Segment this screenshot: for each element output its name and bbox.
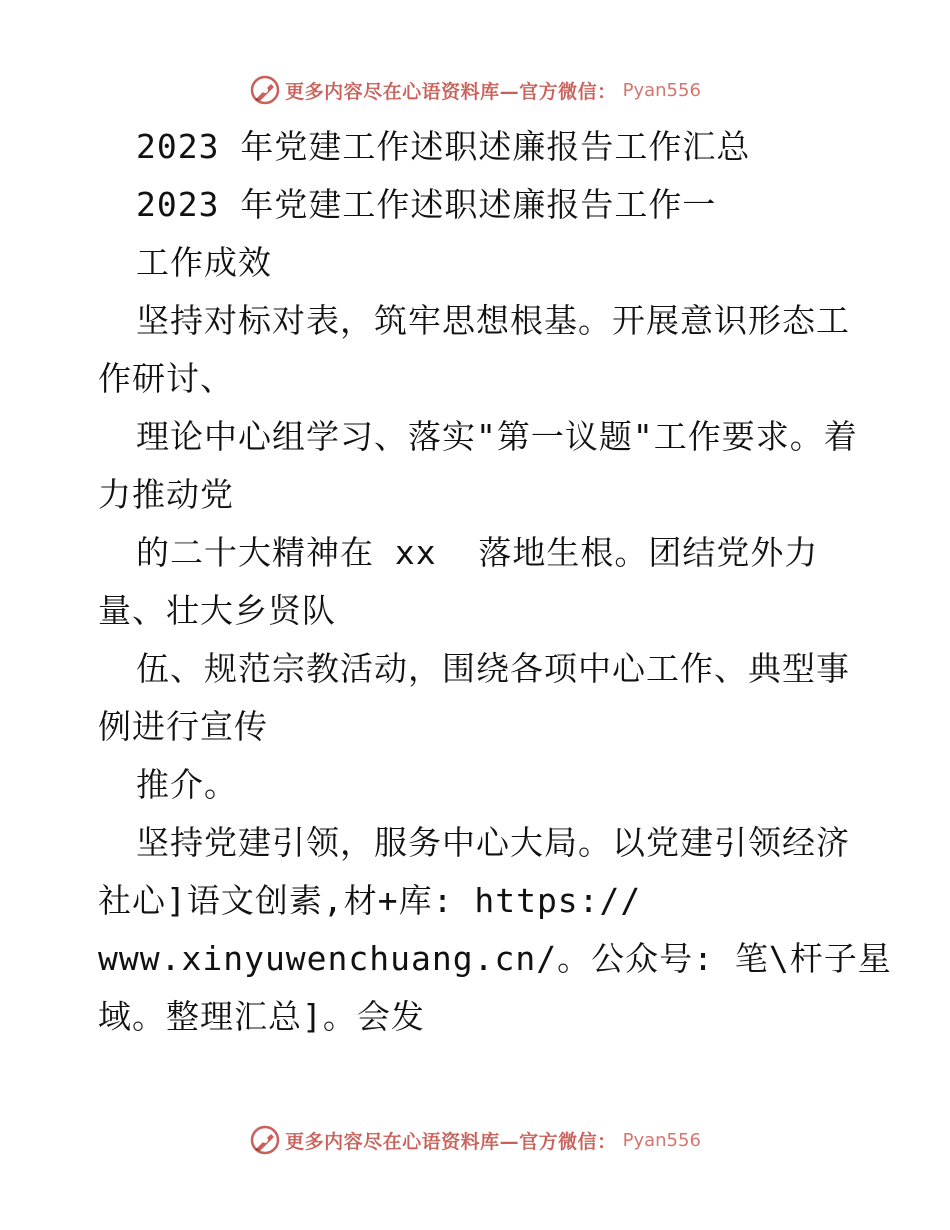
header-banner-text: 更多内容尽在心语资料库—官方微信： <box>285 80 617 103</box>
document-line: 域。整理汇总]。会发 <box>98 997 425 1036</box>
document-line: 推介。 <box>136 765 238 804</box>
footer-banner <box>0 1120 950 1160</box>
document-line: 伍、规范宗教活动，围绕各项中心工作、典型事 <box>136 649 850 688</box>
document-line: 工作成效 <box>136 243 272 282</box>
footer-banner-contact: Pyan556 <box>622 1129 701 1151</box>
document-line: 坚持对标对表，筑牢思想根基。开展意识形态工 <box>136 301 850 340</box>
header-banner <box>0 70 950 110</box>
document-line: 力推动党 <box>98 475 234 514</box>
document-subtitle: 2023 年党建工作述职述廉报告工作一 <box>136 185 717 224</box>
pen-logo-icon <box>249 1124 281 1156</box>
document-line: www.xinyuwenchuang.cn/。公众号: 笔\杆子星 <box>98 939 892 978</box>
footer-banner-text: 更多内容尽在心语资料库—官方微信： <box>285 1130 617 1153</box>
document-line: 的二十大精神在 xx 落地生根。团结党外力 <box>136 533 819 572</box>
document-line: 社心]语文创素,材+库: https:// <box>98 881 642 920</box>
document-line: 量、壮大乡贤队 <box>98 591 336 630</box>
pen-logo-icon <box>249 74 281 106</box>
document-title: 2023 年党建工作述职述廉报告工作汇总 <box>136 127 751 166</box>
document-body <box>98 118 892 1046</box>
document-line: 坚持党建引领，服务中心大局。以党建引领经济 <box>136 823 850 862</box>
document-line: 理论中心组学习、落实"第一议题"工作要求。着 <box>136 417 858 456</box>
header-banner-contact: Pyan556 <box>622 79 701 101</box>
document-line: 作研讨、 <box>98 359 234 398</box>
document-line: 例进行宣传 <box>98 707 268 746</box>
